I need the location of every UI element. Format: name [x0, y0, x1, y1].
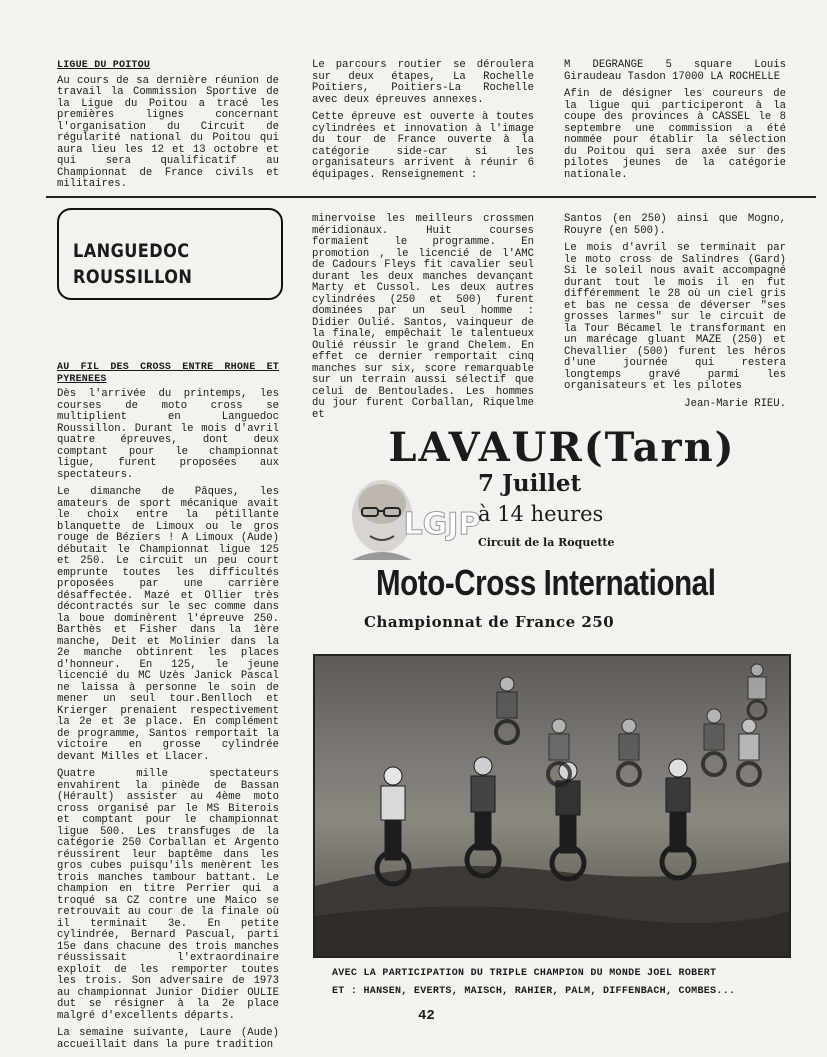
languedoc-paragraph: minervoise les meilleurs crossmen méridionaux. Huit courses formaient le programme. En promotion , le licencié de l'AMC de Cadours Fleys fit cavalier seul durant les deux manches devançant Marty et Cussol. Les deux autres cylindrées (250 et 500) furent dominées par un seul homme : Didier Oulié. Santos, vainqueur de la finale, empêchait le talentueux Oulié réussir le grand Chelem. En effet ce dernier remportait cinq manches sur six, score remarquable sur un terrain aussi sélectif que celui de Bentoulades. Les hommes du jour furent Corballan, Riquelme et — [312, 213, 534, 421]
poitou-column-2 — [312, 60, 534, 187]
region-title-line-2: ROUSSILLON — [73, 266, 193, 288]
poitou-paragraph: M DEGRANGE 5 square Louis Giraudeau Tasdon 17000 LA ROCHELLE — [564, 59, 786, 83]
poster-logo-text: LGJP — [403, 507, 481, 542]
languedoc-column-right — [564, 214, 786, 410]
motocross-race-photo — [313, 654, 791, 958]
portrait-logo-image — [344, 474, 484, 564]
poitou-paragraph: Au cours de sa dernière réunion de travail la Commission Sportive de la Ligue du Poitou a tracé les premières lignes concernant l'organisation du Circuit de régularité national du Poitou qui aura lieu les 12 et 13 octobre et qui sera qualificatif au Championnat de France civils et militaires. — [57, 74, 279, 190]
languedoc-paragraph: Le mois d'avril se terminait par le moto cross de Salindres (Gard) Si le soleil nous avait accompagné durant tout le mois il en fut différemment le 28 où un ciel gris et bas ne cessa de déverser "ses grosses larmes" sur le circuit de la Tour Bécamel le transformant en un marécage gluant MAZE (250) et Chevallier (500) furent les héros d'une journée qui restera longtemps gravé parmi les organisateurs et les pilotes — [564, 242, 786, 392]
poitou-paragraph: Cette épreuve est ouverte à toutes cylindrées et innovation à l'image du tour de France ouverte à la catégorie side-car si les organisateurs arrivent à réunir 6 équipages. Renseignement : — [312, 111, 534, 181]
poitou-paragraph: Afin de désigner les coureurs de la ligue qui participeront à la coupe des provinces à CASSEL le 8 septembre une commission a été nommée pour établir la sélection du Poitou qui sera axée sur des pilotes jeunes de la catégorie nationale. — [564, 88, 786, 181]
poster-caption-line-2: ET : HANSEN, EVERTS, MAISCH, RAHIER, PALM, DIFFENBACH, COMBES... — [332, 986, 736, 997]
motocross-riders-illustration — [315, 656, 791, 958]
languedoc-heading: AU FIL DES CROSS ENTRE RHONE ET PYRENEES — [57, 362, 279, 385]
languedoc-paragraph: Dès l'arrivée du printemps, les courses de moto cross se multiplient en Languedoc Roussillon. Durant le mois d'avril quatre épreuves, dont deux comptant pour le championnat ligue, furent proposées aux spectateurs. — [57, 388, 279, 481]
section-divider — [46, 196, 816, 198]
languedoc-paragraph: La semaine suivante, Laure (Aude) accueillait dans la pure tradition — [57, 1027, 279, 1051]
poster-caption-line-1: AVEC LA PARTICIPATION DU TRIPLE CHAMPION DU MONDE JOEL ROBERT — [332, 968, 717, 979]
languedoc-column-middle — [312, 214, 534, 427]
languedoc-column-left — [57, 362, 279, 1057]
poitou-paragraph: Le parcours routier se déroulera sur deux étapes, La Rochelle Poitiers, Poitiers-La Rochelle avec deux épreuves annexes. — [312, 59, 534, 106]
poster-circuit: Circuit de la Roquette — [478, 536, 615, 549]
poster-city: LAVAUR(Tarn) — [388, 424, 736, 471]
event-poster — [308, 418, 816, 654]
region-title-box — [57, 208, 283, 300]
region-title-line-1: LANGUEDOC — [73, 240, 190, 262]
poster-event-title: Moto-Cross International — [376, 562, 716, 603]
poitou-heading: LIGUE DU POITOU — [57, 60, 151, 71]
languedoc-paragraph: Quatre mille spectateurs envahirent la pinède de Bassan (Hérault) assister au 4ème moto cross organisé par le MS Biterois et comptant pour le championnat ligue 500. Les transfuges de la catégorie 250 Corballan et Argento réussirent leur baptême dans les gros cubes puisqu'ils menèrent les trois manches tambour battant. Le champion en titre Perrier qui a troqué sa CZ contre une Maico se retrouvait au cour de la finale où il terminait 3e. En petite cylindrée, Bernard Pascual, parti 15e dans chacune des trois manches réussissait l'extraordinaire exploit de les remporter toutes les trois. Son adversaire de 1973 au championnat Junior Didier OULIE dut se résigner à la 2e place malgré d'excellents départs. — [57, 768, 279, 1022]
languedoc-paragraph: Santos (en 250) ainsi que Mogno, Rouyre (en 500). — [564, 213, 786, 237]
languedoc-paragraph: Le dimanche de Pâques, les amateurs de sport mécanique avait le choix entre la pétillante blanquette de Limoux ou le gros rouge de Béziers ! A Limoux (Aude) débutait le Championnat ligue 125 et 250. Le circuit un peu court emprunte toutes les difficultés proposées par une carrière désaffectée. Mazé et Ollier très décontractés sur le sec comme dans la boue dominèrent l'épreuve 250. Barthès et Fisher dans la 1ère manche, Deit et Molinier dans la 2e manche obtinrent les places d'honneur. En 125, le jeune licencié du MC Uzès Janick Pascal ne laissa à personne le soin de mener un seul tour.Benlloch et Krierger prenaient respectivement la 2e et 3e place. En complément de programme, Santos remportait la victoire en grosse cylindrée devant Milles et Llacer. — [57, 486, 279, 763]
page-number: 42 — [418, 1008, 435, 1024]
poster-date: 7 Juillet — [478, 470, 582, 497]
poitou-column-3 — [564, 60, 786, 187]
author-signature: Jean-Marie RIEU. — [684, 397, 786, 410]
poitou-column-1 — [57, 60, 279, 197]
poster-hour: à 14 heures — [478, 502, 604, 526]
poster-championship: Championnat de France 250 — [364, 613, 615, 631]
